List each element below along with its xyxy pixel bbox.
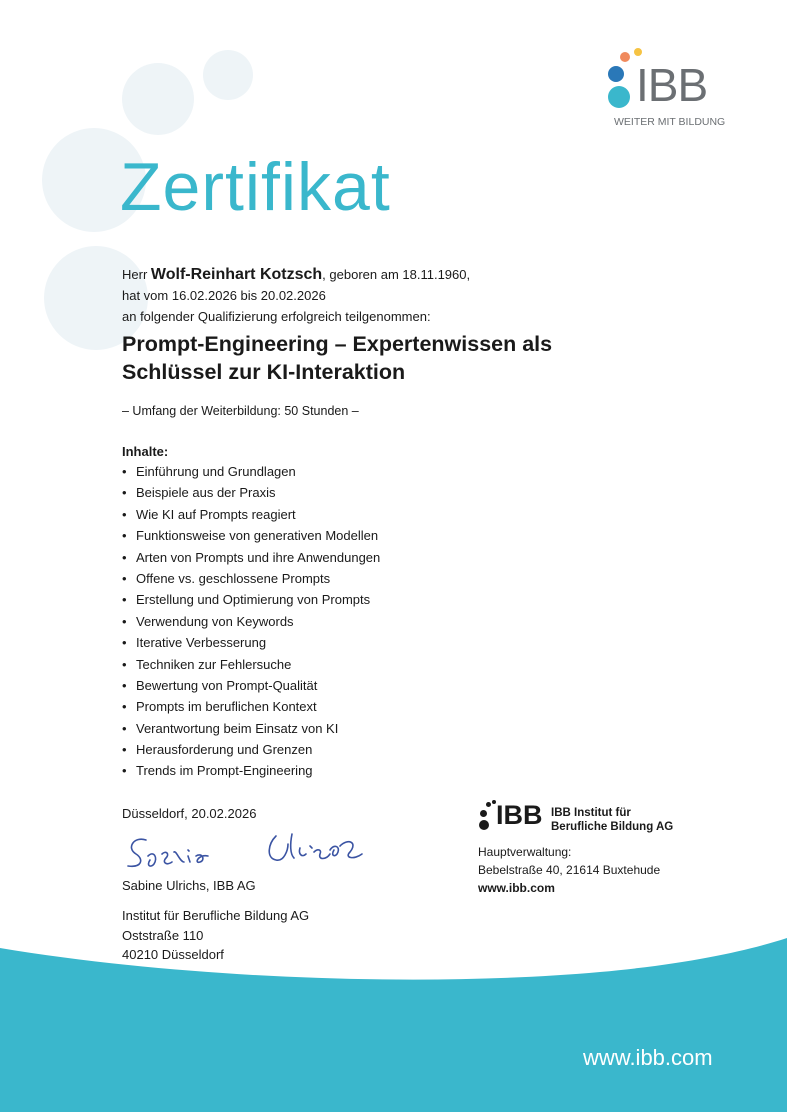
intro-line-2: hat vom 16.02.2026 bis 20.02.2026	[122, 288, 326, 303]
intro-line-3: an folgender Qualifizierung erfolgreich teilgenommen:	[122, 309, 431, 324]
footer-website-link[interactable]: www.ibb.com	[583, 1045, 713, 1070]
list-item: • Arten von Prompts und ihre Anwendungen	[122, 549, 381, 565]
list-item: • Funktionsweise von generativen Modellen	[122, 528, 379, 544]
institute-name-line-1: IBB Institut für	[551, 807, 631, 819]
contents-heading: Inhalte:	[122, 444, 169, 459]
list-item: • Techniken zur Fehlersuche	[122, 656, 292, 672]
logo-dot-yellow	[634, 48, 642, 56]
course-title-line-1: Prompt-Engineering – Expertenwissen als	[122, 332, 553, 356]
logo-dot-blue	[608, 66, 624, 82]
small-logo-dot	[480, 810, 487, 817]
hq-label: Hauptverwaltung:	[478, 845, 572, 859]
logo-tagline: WEITER MIT BILDUNG	[614, 116, 726, 128]
list-item: • Iterative Verbesserung	[122, 635, 267, 651]
contents-section	[122, 442, 380, 782]
small-logo-dot	[486, 802, 491, 807]
address-line-2: Oststraße 110	[122, 927, 204, 943]
small-logo-word: IBB	[496, 800, 543, 830]
training-scope: – Umfang der Weiterbildung: 50 Stunden –	[122, 404, 359, 418]
hq-website-link[interactable]: www.ibb.com	[478, 881, 555, 895]
footer-wave	[0, 930, 787, 1112]
contents-list	[122, 461, 380, 782]
certificate-title: Zertifikat	[120, 149, 391, 225]
ibb-logo-small	[478, 800, 778, 840]
participant-intro	[122, 264, 470, 327]
logo-dot-orange	[620, 52, 630, 62]
institute-name	[551, 806, 673, 834]
headquarters-info	[478, 843, 660, 897]
course-title-line-2: Schlüssel zur KI-Interaktion	[122, 360, 406, 384]
signer-name: Sabine Ulrichs, IBB AG	[122, 878, 256, 893]
logo-word: IBB	[636, 59, 708, 111]
handwritten-signature	[118, 826, 408, 874]
birth-date: , geboren am 18.11.1960,	[322, 267, 471, 282]
list-item: • Einführung und Grundlagen	[122, 464, 296, 479]
participant-name: Wolf-Reinhart Kotzsch	[150, 266, 323, 283]
logo-dot-teal	[608, 86, 630, 108]
institute-name-line-2: Berufliche Bildung AG	[551, 821, 674, 833]
small-logo-dot	[479, 820, 489, 830]
salutation: Herr	[122, 267, 148, 282]
intro-line-1	[122, 264, 470, 285]
address-line-1: Institut für Berufliche Bildung AG	[122, 908, 310, 923]
list-item: • Beispiele aus der Praxis	[122, 485, 276, 501]
list-item: • Verwendung von Keywords	[122, 613, 294, 629]
list-item: • Wie KI auf Prompts reagiert	[122, 506, 296, 522]
ibb-logo	[606, 48, 726, 132]
list-item: • Erstellung und Optimierung von Prompts	[122, 592, 371, 608]
address-line-3: 40210 Düsseldorf	[122, 947, 224, 962]
place-date: Düsseldorf, 20.02.2026	[122, 806, 257, 821]
background-bubble	[203, 50, 253, 100]
list-item: • Trends im Prompt-Engineering	[122, 763, 313, 779]
list-item: • Herausforderung und Grenzen	[122, 742, 313, 758]
list-item: • Offene vs. geschlossene Prompts	[122, 570, 331, 586]
background-bubble	[122, 63, 194, 135]
list-item: • Prompts im beruflichen Kontext	[122, 699, 317, 715]
course-title	[122, 330, 552, 386]
hq-street: Bebelstraße 40, 21614 Buxtehude	[478, 863, 661, 877]
list-item: • Verantwortung beim Einsatz von KI	[122, 720, 339, 736]
list-item: • Bewertung von Prompt-Qualität	[122, 677, 318, 693]
